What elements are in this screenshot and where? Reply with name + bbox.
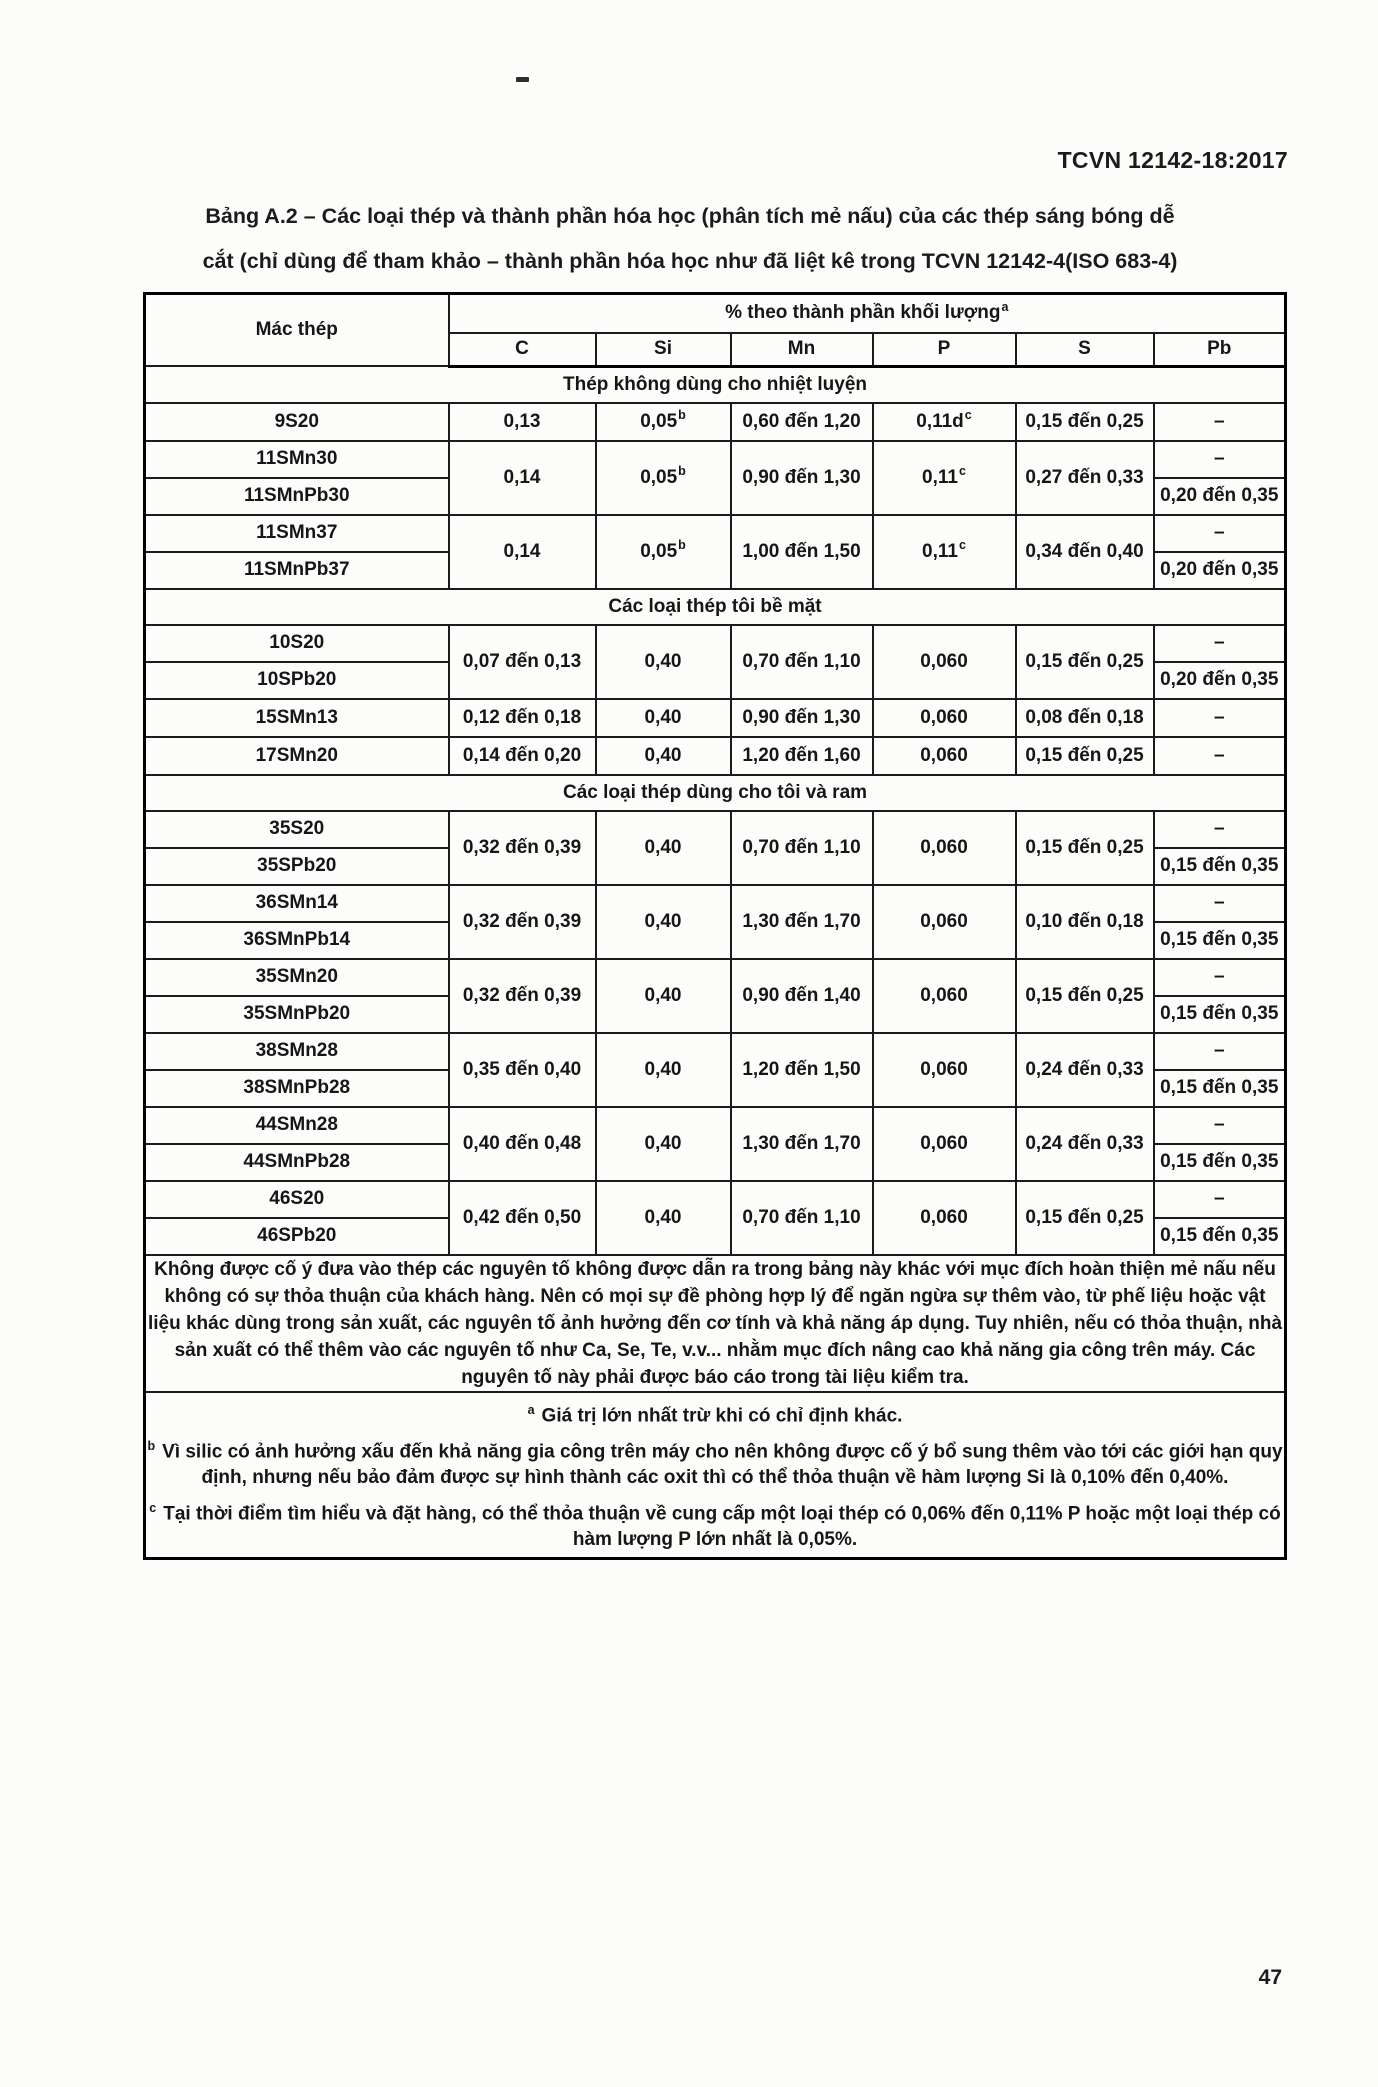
p-value-cell: 0,060 [873, 1107, 1016, 1181]
table-caption [99, 194, 1281, 284]
si-value-cell: 0,40 [596, 1181, 731, 1255]
pb-value-cell: 0,20 đến 0,35 [1154, 662, 1286, 699]
pb-value-cell: 0,15 đến 0,35 [1154, 1144, 1286, 1181]
column-group-header [449, 294, 1286, 333]
grade-cell: 44SMnPb28 [145, 1144, 449, 1181]
mn-value-cell: 1,30 đến 1,70 [731, 1107, 873, 1181]
footnote-a-marker: a [527, 1402, 535, 1417]
footnote-a [146, 1397, 1284, 1429]
p-value-cell [873, 441, 1016, 515]
pb-value-cell: 0,15 đến 0,35 [1154, 922, 1286, 959]
s-value-cell: 0,15 đến 0,25 [1016, 811, 1154, 885]
table-row [145, 959, 1286, 996]
pb-value-cell: – [1154, 699, 1286, 737]
grade-cell: 10SPb20 [145, 662, 449, 699]
mn-value-cell: 1,20 đến 1,50 [731, 1033, 873, 1107]
si-value: 0,05 [640, 410, 678, 432]
footnote-ref-c: c [958, 538, 966, 553]
grade-cell: 35SMn20 [145, 959, 449, 996]
pb-value-cell: – [1154, 1181, 1286, 1218]
footnote-ref-c: c [964, 408, 972, 423]
pb-value-cell: – [1154, 1107, 1286, 1144]
s-value-cell: 0,15 đến 0,25 [1016, 1181, 1154, 1255]
grade-cell: 38SMn28 [145, 1033, 449, 1070]
s-value-cell: 0,15 đến 0,25 [1016, 625, 1154, 699]
section-title: Thép không dùng cho nhiệt luyện [145, 366, 1286, 403]
pb-value-cell: – [1154, 885, 1286, 922]
grade-cell: 11SMn37 [145, 515, 449, 552]
si-value-cell: 0,40 [596, 737, 731, 775]
grade-cell: 17SMn20 [145, 737, 449, 775]
mn-value-cell: 0,60 đến 1,20 [731, 403, 873, 441]
p-value-cell [873, 515, 1016, 589]
c-value-cell: 0,12 đến 0,18 [449, 699, 596, 737]
group-header-text: % theo thành phần khối lượng [725, 302, 1001, 324]
table-row [145, 885, 1286, 922]
si-value-cell: 0,40 [596, 699, 731, 737]
c-value-cell: 0,35 đến 0,40 [449, 1033, 596, 1107]
column-header-s: S [1016, 333, 1154, 366]
table-row [145, 811, 1286, 848]
c-value-cell: 0,14 [449, 441, 596, 515]
c-value-cell: 0,07 đến 0,13 [449, 625, 596, 699]
table-caption-line2: cắt (chỉ dùng để tham khảo – thành phần hóa học như đã liệt kê trong TCVN 12142-4(ISO 683-4) [202, 249, 1178, 273]
table-footnotes-row [145, 1392, 1286, 1559]
footnote-ref-c: c [958, 464, 966, 479]
grade-cell: 9S20 [145, 403, 449, 441]
steel-composition-table [143, 292, 1287, 1560]
grade-cell: 11SMn30 [145, 441, 449, 478]
section-header-row [145, 589, 1286, 625]
footnote-c-marker: c [149, 1501, 157, 1516]
grade-cell: 15SMn13 [145, 699, 449, 737]
pb-value-cell: – [1154, 403, 1286, 441]
p-value-cell: 0,060 [873, 1181, 1016, 1255]
si-value: 0,05 [640, 540, 678, 562]
p-value-cell: 0,060 [873, 625, 1016, 699]
p-value-cell: 0,060 [873, 811, 1016, 885]
grade-cell: 46SPb20 [145, 1218, 449, 1255]
grade-cell: 44SMn28 [145, 1107, 449, 1144]
p-value-cell: 0,060 [873, 699, 1016, 737]
table-note-row [145, 1255, 1286, 1392]
pb-value-cell: – [1154, 959, 1286, 996]
mn-value-cell: 0,70 đến 1,10 [731, 625, 873, 699]
grade-cell: 36SMnPb14 [145, 922, 449, 959]
footnote-b-text: Vì silic có ảnh hưởng xấu đến khả năng gia công trên máy cho nên không được cố ý bổ sung thêm vào tới các giới hạn quy định, nhưng nếu bảo đảm được sự hình thành các oxit thì có thể thỏa thuận về hàm lượng Si là 0,10% đến 0,40%. [162, 1441, 1283, 1489]
section-title: Các loại thép dùng cho tôi và ram [145, 775, 1286, 811]
s-value-cell: 0,24 đến 0,33 [1016, 1033, 1154, 1107]
footnote-ref-a: a [1001, 300, 1009, 315]
table-row [145, 1181, 1286, 1218]
grade-cell: 35SMnPb20 [145, 996, 449, 1033]
p-value: 0,11d [916, 410, 964, 432]
p-value-cell: 0,060 [873, 737, 1016, 775]
table-row [145, 625, 1286, 662]
si-value-cell [596, 441, 731, 515]
grade-cell: 46S20 [145, 1181, 449, 1218]
pb-value-cell: 0,20 đến 0,35 [1154, 552, 1286, 589]
si-value-cell: 0,40 [596, 959, 731, 1033]
pb-value-cell: – [1154, 625, 1286, 662]
footnote-a-text: Giá trị lớn nhất trừ khi có chỉ định khác. [541, 1404, 903, 1426]
footnote-c-text: Tại thời điểm tìm hiểu và đặt hàng, có thể thỏa thuận về cung cấp một loại thép có 0,06% đến 0,11% P hoặc một loại thép có hàm lượng P lớn nhất là 0,05%. [163, 1503, 1281, 1551]
p-value: 0,11 [922, 540, 958, 562]
pb-value-cell: – [1154, 811, 1286, 848]
grade-cell: 35S20 [145, 811, 449, 848]
column-header-si: Si [596, 333, 731, 366]
si-value-cell: 0,40 [596, 885, 731, 959]
c-value-cell: 0,14 đến 0,20 [449, 737, 596, 775]
header-row-group [145, 294, 1286, 333]
si-value-cell: 0,40 [596, 811, 731, 885]
table-note: Không được cố ý đưa vào thép các nguyên tố không được dẫn ra trong bảng này khác với mục đích hoàn thiện mẻ nấu nếu không có sự thỏa thuận của khách hàng. Nên có mọi sự đề phòng hợp lý để ngăn ngừa sự thêm vào, từ phế liệu hoặc vật liệu khác dùng trong sản xuất, các nguyên tố ảnh hưởng đến cơ tính và khả năng áp dụng. Tuy nhiên, nếu có thỏa thuận, nhà sản xuất có thể thêm vào các nguyên tố như Ca, Se, Te, v.v... nhằm mục đích nâng cao khả năng gia công trên máy. Các nguyên tố này phải được báo cáo trong tài liệu kiểm tra. [145, 1255, 1286, 1392]
si-value-cell [596, 515, 731, 589]
grade-cell: 35SPb20 [145, 848, 449, 885]
footnote-ref-b: b [678, 464, 686, 479]
column-header-mn: Mn [731, 333, 873, 366]
p-value-cell: 0,060 [873, 959, 1016, 1033]
scan-artifact-dash [516, 77, 529, 82]
s-value-cell: 0,15 đến 0,25 [1016, 403, 1154, 441]
s-value-cell: 0,15 đến 0,25 [1016, 737, 1154, 775]
s-value-cell: 0,10 đến 0,18 [1016, 885, 1154, 959]
pb-value-cell: – [1154, 1033, 1286, 1070]
si-value: 0,05 [640, 466, 678, 488]
standard-code: TCVN 12142-18:2017 [1057, 147, 1288, 173]
mn-value-cell: 0,70 đến 1,10 [731, 1181, 873, 1255]
column-header-grade: Mác thép [145, 294, 449, 367]
footnote-ref-b: b [678, 408, 686, 423]
section-header-row [145, 775, 1286, 811]
mn-value-cell: 1,00 đến 1,50 [731, 515, 873, 589]
table-row [145, 1107, 1286, 1144]
pb-value-cell: – [1154, 737, 1286, 775]
table-caption-line1: Bảng A.2 – Các loại thép và thành phần hóa học (phân tích mẻ nấu) của các thép sáng bóng dễ [205, 204, 1175, 228]
mn-value-cell: 1,30 đến 1,70 [731, 885, 873, 959]
mn-value-cell: 0,90 đến 1,40 [731, 959, 873, 1033]
pb-value-cell: 0,15 đến 0,35 [1154, 996, 1286, 1033]
s-value-cell: 0,27 đến 0,33 [1016, 441, 1154, 515]
pb-value-cell: 0,15 đến 0,35 [1154, 1070, 1286, 1107]
footnote-ref-b: b [678, 538, 686, 553]
footnote-b [146, 1433, 1284, 1491]
si-value-cell: 0,40 [596, 1107, 731, 1181]
c-value-cell: 0,32 đến 0,39 [449, 959, 596, 1033]
table-row [145, 699, 1286, 737]
mn-value-cell: 1,20 đến 1,60 [731, 737, 873, 775]
grade-cell: 11SMnPb37 [145, 552, 449, 589]
grade-cell: 36SMn14 [145, 885, 449, 922]
table-row [145, 403, 1286, 441]
c-value-cell: 0,14 [449, 515, 596, 589]
mn-value-cell: 0,70 đến 1,10 [731, 811, 873, 885]
grade-cell: 38SMnPb28 [145, 1070, 449, 1107]
c-value-cell: 0,40 đến 0,48 [449, 1107, 596, 1181]
table-row [145, 1033, 1286, 1070]
s-value-cell: 0,34 đến 0,40 [1016, 515, 1154, 589]
pb-value-cell: – [1154, 515, 1286, 552]
s-value-cell: 0,08 đến 0,18 [1016, 699, 1154, 737]
p-value: 0,11 [922, 466, 958, 488]
p-value-cell: 0,060 [873, 1033, 1016, 1107]
s-value-cell: 0,24 đến 0,33 [1016, 1107, 1154, 1181]
c-value-cell: 0,13 [449, 403, 596, 441]
pb-value-cell: 0,15 đến 0,35 [1154, 1218, 1286, 1255]
s-value-cell: 0,15 đến 0,25 [1016, 959, 1154, 1033]
si-value-cell: 0,40 [596, 1033, 731, 1107]
section-header-row [145, 366, 1286, 403]
footnote-c [146, 1495, 1284, 1553]
table-row [145, 737, 1286, 775]
pb-value-cell: – [1154, 441, 1286, 478]
mn-value-cell: 0,90 đến 1,30 [731, 699, 873, 737]
section-title: Các loại thép tôi bề mặt [145, 589, 1286, 625]
p-value-cell: 0,060 [873, 885, 1016, 959]
si-value-cell [596, 403, 731, 441]
footnote-b-marker: b [147, 1438, 156, 1453]
table-footnotes [145, 1392, 1286, 1559]
page-number: 47 [1258, 1966, 1282, 1989]
si-value-cell: 0,40 [596, 625, 731, 699]
table-row [145, 515, 1286, 552]
grade-cell: 10S20 [145, 625, 449, 662]
table-row [145, 441, 1286, 478]
c-value-cell: 0,42 đến 0,50 [449, 1181, 596, 1255]
column-header-pb: Pb [1154, 333, 1286, 366]
p-value-cell [873, 403, 1016, 441]
c-value-cell: 0,32 đến 0,39 [449, 885, 596, 959]
mn-value-cell: 0,90 đến 1,30 [731, 441, 873, 515]
pb-value-cell: 0,15 đến 0,35 [1154, 848, 1286, 885]
c-value-cell: 0,32 đến 0,39 [449, 811, 596, 885]
table-container [143, 292, 1284, 1560]
column-header-c: C [449, 333, 596, 366]
grade-cell: 11SMnPb30 [145, 478, 449, 515]
column-header-p: P [873, 333, 1016, 366]
pb-value-cell: 0,20 đến 0,35 [1154, 478, 1286, 515]
